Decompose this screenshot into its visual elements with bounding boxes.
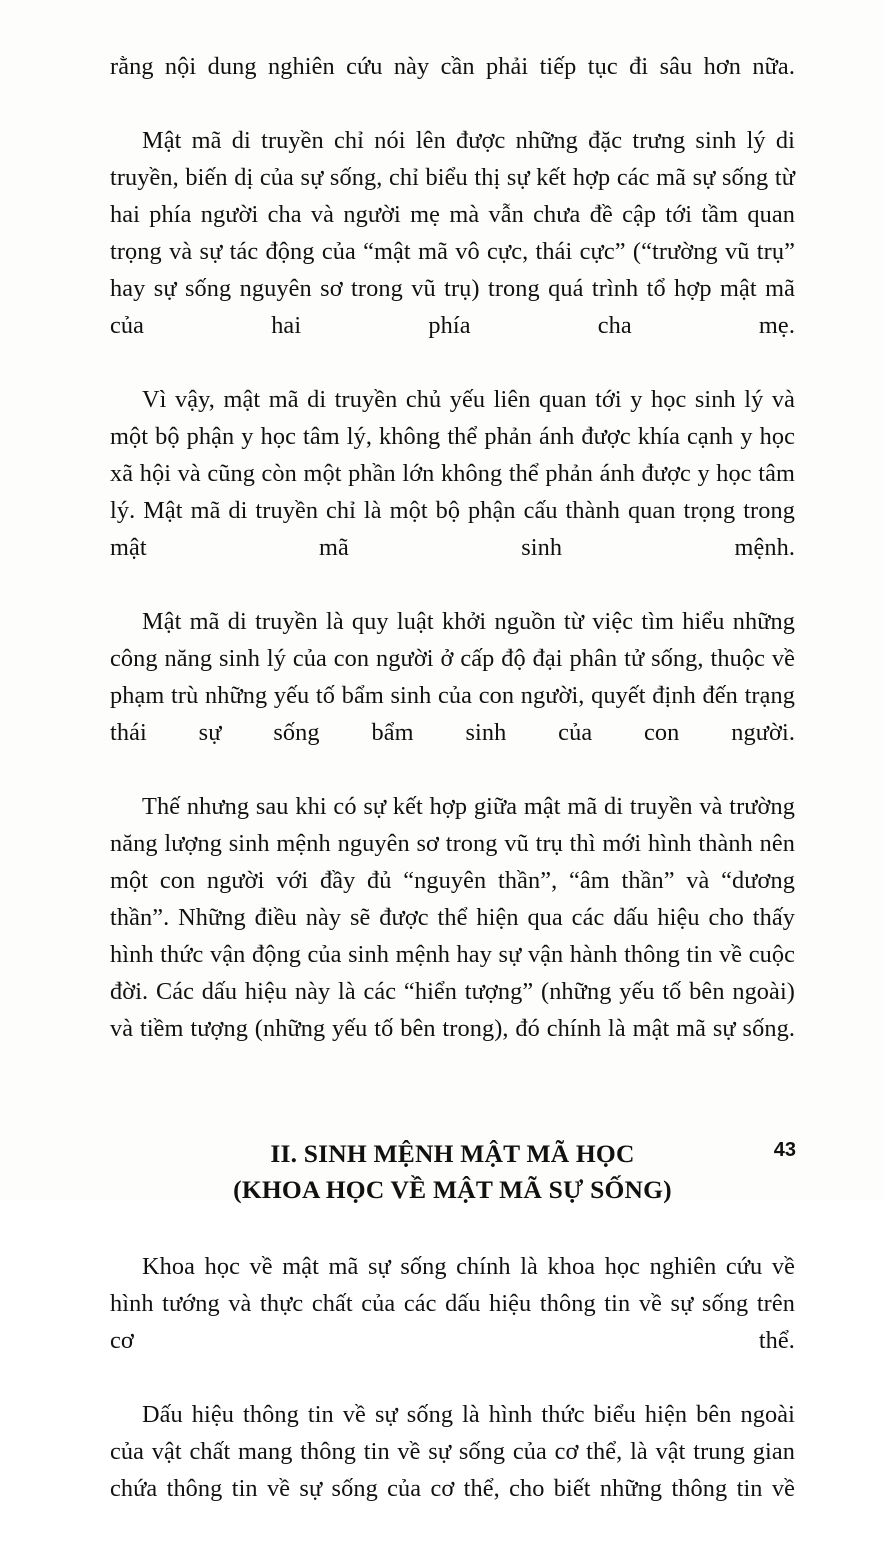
paragraph-origin-law: Mật mã di truyền là quy luật khởi nguồn từ việc tìm hiểu những công năng sinh lý của con người ở cấp độ đại phân tử sống, thuộc về phạm trù những yếu tố bẩm sinh của con người, quyết định đến trạng thái sự sống bẩm sinh của con người. [110,608,795,746]
section-heading [110,1136,795,1208]
section-heading-line-2: (KHOA HỌC VỀ MẬT MÃ SỰ SỐNG) [233,1175,672,1204]
page-text-block [110,48,795,1544]
paragraph-therefore-physiology: Vì vậy, mật mã di truyền chủ yếu liên quan tới y học sinh lý và một bộ phận y học tâm lý, không thể phản ánh được khía cạnh y học xã hội và cũng còn một phần lớn không thể phản ánh được y học tâm lý. Mật mã di truyền chỉ là một bộ phận cấu thành quan trọng trong mật mã sinh mệnh. [110,386,795,561]
paragraph-energy-field-spirits: Thế nhưng sau khi có sự kết hợp giữa mật mã di truyền và trường năng lượng sinh mệnh nguyên sơ trong vũ trụ thì mới hình thành nên một con người với đầy đủ “nguyên thần”, “âm thần” và “dương thần”. Những điều này sẽ được thể hiện qua các dấu hiệu cho thấy hình thức vận động của sinh mệnh hay sự vận hành thông tin về cuộc đời. Các dấu hiệu này là các “hiển tượng” (những yếu tố bên ngoài) và tiềm tượng (những yếu tố bên trong), đó chính là mật mã sự sống. [110,793,795,1042]
paragraph-continued: rằng nội dung nghiên cứu này cần phải tiếp tục đi sâu hơn nữa. [110,53,795,80]
page-number: 43 [773,1139,796,1161]
paragraph-genetic-code-expression: Mật mã di truyền chỉ nói lên được những đặc trưng sinh lý di truyền, biến dị của sự sống, chỉ biểu thị sự kết hợp các mã sự sống từ hai phía người cha và người mẹ mà vẫn chưa đề cập tới tầm quan trọng và sự tác động của “mật mã vô cực, thái cực” (“trường vũ trụ” hay sự sống nguyên sơ trong vũ trụ) trong quá trình tổ hợp mật mã của hai phía cha mẹ. [110,127,795,339]
paragraph-science-definition: Khoa học về mật mã sự sống chính là khoa học nghiên cứu về hình tướng và thực chất của các dấu hiệu thông tin về sự sống trên cơ thể. [110,1253,795,1354]
section-heading-title [110,1136,795,1208]
paragraph-life-information-signs: Dấu hiệu thông tin về sự sống là hình thức biểu hiện bên ngoài của vật chất mang thông tin về sự sống của cơ thể, là vật trung gian chứa thông tin về sự sống của cơ thể, cho biết những thông tin về [110,1401,795,1502]
section-heading-line-1: II. SINH MỆNH MẬT MÃ HỌC [270,1139,635,1168]
